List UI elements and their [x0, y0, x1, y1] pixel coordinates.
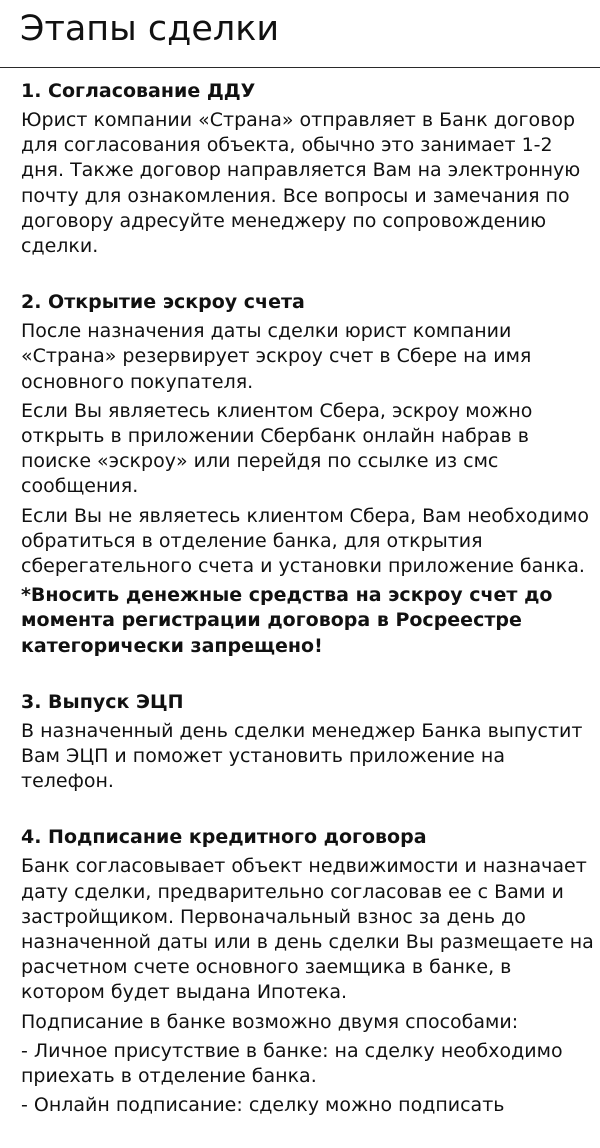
spacer [21, 794, 600, 824]
section-agreement [21, 78, 600, 259]
section-title: 3. Выпуск ЭЦП [21, 690, 184, 713]
paragraph: Если Вы не являетесь клиентом Сбера, Вам необходимо обратиться в отделение банка, для открытия сберегательного счета и установки приложение банка. [21, 504, 589, 578]
paragraph: - Онлайн подписание: сделку можно подписать [21, 1094, 505, 1117]
warning-note: *Вносить денежные средства на эскроу счет до момента регистрации договора в Росреестре категорически запрещено! [21, 584, 553, 657]
page-title: Этапы сделки [20, 9, 280, 49]
section-signature [21, 689, 600, 795]
header [0, 0, 600, 68]
paragraph: - Личное присутствие в банке: на сделку необходимо приехать в отделение банка. [21, 1039, 563, 1088]
section-title: 1. Согласование ДДУ [21, 80, 256, 102]
paragraph: Если Вы являетесь клиентом Сбера, эскроу можно открыть в приложении Сбербанк онлайн набрав в поиске «эскроу» или перейдя по ссылке из смс сообщения. [21, 399, 533, 498]
spacer [21, 659, 600, 689]
paragraph: Юрист компании «Страна» отправляет в Банк договор для согласования объекта, обычно это занимает 1-2 дня. Также договор направляется Вам на электронную почту для ознакомления. Все вопросы и замечания по договору адресуйте менеджеру по сопровождению сделки. [21, 109, 581, 258]
paragraph: Банк согласовывает объект недвижимости и назначает дату сделки, предварительно согласовав ее с Вами и застройщиком. Первоначальный взнос за день до назначенной даты или в день сделки Вы размещаете на расчетном счете основного заемщика в банке, в котором будет выдана Ипотека. [21, 855, 594, 1004]
section-credit-agreement [21, 824, 600, 1118]
spacer [21, 259, 600, 289]
paragraph: После назначения даты сделки юрист компании «Страна» резервирует эскроу счет в Сбере на имя основного покупателя. [21, 320, 532, 393]
section-title: 2. Открытие эскроу счета [21, 291, 305, 314]
content [21, 78, 600, 1119]
section-escrow [21, 289, 600, 659]
paragraph: В назначенный день сделки менеджер Банка выпустит Вам ЭЦП и поможет установить приложение на телефон. [21, 719, 583, 793]
paragraph: Подписание в банке возможно двумя способами: [21, 1010, 519, 1033]
section-title: 4. Подписание кредитного договора [21, 826, 427, 849]
